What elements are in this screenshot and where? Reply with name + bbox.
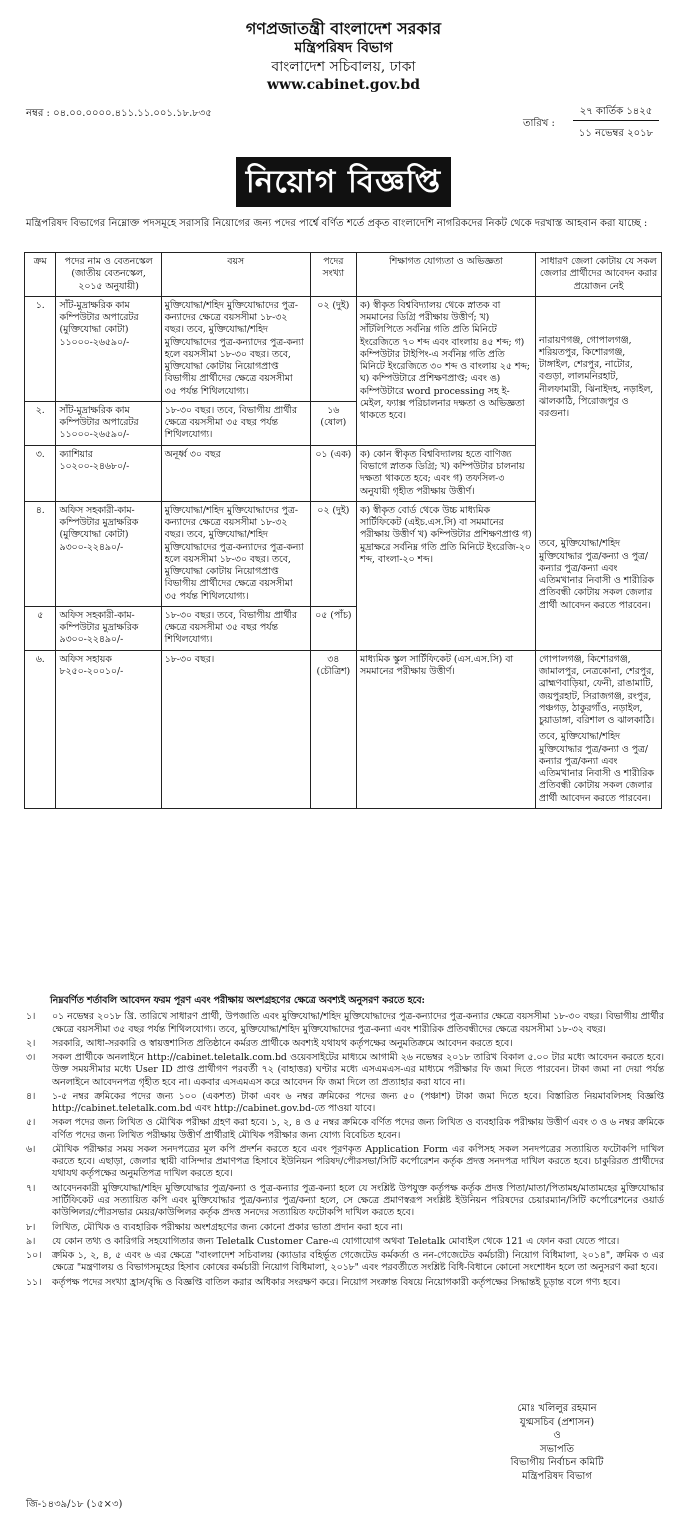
row-qualification: ক) স্বীকৃত বোর্ড থেকে উচ্চ মাধ্যমিক সার্টিফিকেট (এইচ.এস.সি) বা সমমানের পরীক্ষায় উত্তীর্ণ খ) কম্পিউটার প্রশিক্ষণপ্রাপ্ত গ) মুদ্রাক্ষরে সর্বনিম্ন গতি প্রতি মিনিটে ইংরেজি-২০ শব্দ, বাংলা-২০ শব্দ। xyxy=(356,501,535,650)
signatory-role: সভাপতি xyxy=(539,1443,575,1455)
notice-banner: নিয়োগ বিজ্ঞপ্তি xyxy=(236,157,451,207)
table-row xyxy=(25,650,662,808)
item-text: সকল পদের জন্য লিখিত ও মৌখিক পরীক্ষা গ্রহণ করা হবে। ১, ২, ৪ ও ৫ নম্বর ক্রমিকে বর্ণিত পদের জন্য লিখিত ও ব্যবহারিক পরীক্ষায় উত্তীর্ণ এবং ৩ ও ৬ নম্বর ক্রমিকে বর্ণিত পদের জন্য লিখিত পরীক্ষায় উত্তীর্ণ প্রার্থীরাই মৌখিক পরীক্ষার জন্য যোগ্য বিবেচিত হবেন। xyxy=(52,1117,664,1141)
row-count: ০২ (দুই) xyxy=(310,501,356,606)
item-number: ৯। xyxy=(26,1235,36,1247)
row-sl: ৫ xyxy=(25,606,56,650)
list-item xyxy=(24,1011,664,1036)
col-post: পদের নাম ও বেতনস্কেল (জাতীয় বেতনস্কেল, ২০১৫ অনুযায়ী) xyxy=(56,253,161,297)
item-number: ৪। xyxy=(26,1090,36,1102)
quota-cell-group1 xyxy=(536,296,662,650)
item-text: যে কোন তথ্য ও কারিগরি সহযোগিতার জন্য Teletalk Customer Care-এ যোগাযোগ অথবা Teletalk মোবাইল থেকে 121 এ ফোন করা যেতে পারে। xyxy=(52,1235,620,1247)
item-number: ২। xyxy=(26,1037,36,1049)
row-post: ক্যাশিয়ার ১০২০০-২৪৬৮০/- xyxy=(56,445,161,501)
item-number: ৫। xyxy=(26,1117,36,1129)
quota-note-group1: তবে, মুক্তিযোদ্ধা/শহিদ মুক্তিযোদ্ধার পুত্র/কন্যা ও পুত্র/কন্যার পুত্র/কন্যা এবং এতিমখানার নিবাসী ও শারীরিক প্রতিবন্ধী কোটায় সকল জেলার প্রার্থী আবেদন করতে পারবেন। xyxy=(539,538,654,611)
row-age: অনূর্ধ্ব ৩০ বছর xyxy=(161,445,310,501)
col-qualification: শিক্ষাগত যোগ্যতা ও অভিজ্ঞতা xyxy=(356,253,535,297)
row-count: ০২ (দুই) xyxy=(310,296,356,401)
row-post: সাঁট-মুদ্রাক্ষরিক কাম কম্পিউটার অপারেটর ১১০০০-২৬৫৯০/- xyxy=(56,401,161,445)
memo-reference-row xyxy=(0,95,687,151)
conditions-title: নিম্নবর্ণিত শর্তাবলি আবেদন ফরম পূরণ এবং পরীক্ষায় অংশগ্রহণের ক্ষেত্রে অবশ্যই অনুসরণ করতে হবে: xyxy=(50,995,425,1006)
item-text: ক্রমিক ১, ২, ৪, ৫ এবং ৬ এর ক্ষেত্রে "বাংলাদেশ সচিবালয় (ক্যাডার বহির্ভূত গেজেটেড কর্মকর্তা ও নন-গেজেটেড কর্মচারী) নিয়োগ বিধিমালা, ২০১৪", ক্রমিক ৩ এর ক্ষেত্রে "মন্ত্রণালয় ও বিভাগসমূহের হিসাব কোষের কর্মচারী নিয়োগ বিধিমালা, ২০১৮" এবং পরবর্তীতে সংশ্লিষ্ট বিধি-বিধানে কোনো সংশোধন হলে তা অনুসরণ করা হবে। xyxy=(52,1250,664,1274)
item-number: ৭। xyxy=(26,1182,36,1194)
govt-name: গণপ্রজাতন্ত্রী বাংলাদেশ সরকার xyxy=(245,19,442,38)
item-text: আবেদনকারী মুক্তিযোদ্ধা/শহিদ মুক্তিযোদ্ধার পুত্র/কন্যা ও পুত্র-কন্যার পুত্র-কন্যা হলে যে সংশ্লিষ্ট উপযুক্ত কর্তৃপক্ষ কর্তৃক প্রদত্ত পিতা/মাতা/পিতামহ/মাতামহের মুক্তিযোদ্ধার সার্টিফিকেট এর সত্যায়িত কপি এবং মুক্তিযোদ্ধার পুত্র/কন্যার পুত্র/কন্যা হলে, সে ক্ষেত্রে প্রমাণস্বরূপ সংশ্লিষ্ট ইউনিয়ন পরিষদের চেয়ারম্যান/সিটি কর্পোরেশনের ওয়ার্ড কাউন্সিলর/পৌরসভার মেয়র/কাউন্সিলর কর্তৃক প্রদত্ত সনদের সত্যায়িত ফটোকপি দাখিল করতে হবে। xyxy=(52,1182,664,1219)
signature-block xyxy=(467,1402,647,1483)
row-qualification: মাধ্যমিক স্কুল সার্টিফিকেট (এস.এস.সি) বা সমমানের পরীক্ষায় উত্তীর্ণ। xyxy=(356,650,535,808)
col-sl: ক্রম xyxy=(25,253,56,297)
item-text: সরকারি, আধা-সরকারি ও স্বায়ত্তশাসিত প্রতিষ্ঠানে কর্মরত প্রার্থীকে অবশ্যই যথাযথ কর্তৃপক্ষের অনুমতিক্রমে আবেদন করতে হবে। xyxy=(52,1037,513,1049)
quota-note-group2: তবে, মুক্তিযোদ্ধা/শহিদ মুক্তিযোদ্ধার পুত্র/কন্যা ও পুত্র/কন্যার পুত্র/কন্যা এবং এতিমখানার নিবাসী ও শারীরিক প্রতিবন্ধী কোটায় সকল জেলার প্রার্থী আবেদন করতে পারবেন। xyxy=(539,731,654,804)
item-number: ১। xyxy=(26,1011,36,1023)
table-row xyxy=(25,296,662,401)
posts-table xyxy=(24,252,662,809)
row-age: ১৮-৩০ বছর। xyxy=(161,650,310,808)
signatory-name: মোঃ খলিলুর রহমান xyxy=(517,1403,597,1414)
row-post: অফিস সহকারী-কাম-কম্পিউটার মুদ্রাক্ষরিক ৯৩০০-২২৪৯০/- xyxy=(56,606,161,650)
col-age: বয়স xyxy=(161,253,310,297)
item-text: ১-৫ নম্বর ক্রমিকের পদের জন্য ১০০ (একশত) টাকা এবং ৬ নম্বর ক্রমিকের পদের জন্য ৫০ (পঞ্চাশ) টাকা জমা দিতে হবে। বিস্তারিত নিয়মাবলিসহ বিজ্ঞপ্তি http://cabinet.teletalk.com.bd এবং http://cabinet.gov.bd-তে পাওয়া যাবে। xyxy=(52,1090,664,1115)
date-label: তারিখ : xyxy=(523,117,555,129)
list-item xyxy=(24,1277,664,1289)
memo-number: নম্বর : ০৪.০০.০০০০.৪১১.১১.০০১.১৮.৮৩৫ xyxy=(26,107,212,119)
col-count: পদের সংখ্যা xyxy=(310,253,356,297)
row-sl: ২. xyxy=(25,401,56,445)
item-text: সকল প্রার্থীকে অনলাইনে http://cabinet.teletalk.com.bd ওয়েবসাইটের মাধ্যমে আগামী ২৬ নভেম্বর ২০১৮ তারিখ বিকাল ৫.০০ টার মধ্যে আবেদন করতে হবে। উক্ত সময়সীমার মধ্যে User ID প্রাপ্ত প্রার্থীগণ পরবর্তী ৭২ (বাহাত্তর) ঘণ্টার মধ্যে এসএমএস-এর মাধ্যমে পরীক্ষার ফি জমা দিতে পারবেন। টাকা জমা না দেয়া পর্যন্ত অনলাইনে আবেদনপত্র গৃহীত হবে না। একবার এসএমএস করে আবেদন ফি জমা দিলে তা প্রত্যাহার করা যাবে না। xyxy=(52,1052,664,1088)
row-sl: ৪. xyxy=(25,501,56,606)
item-text: মৌখিক পরীক্ষার সময় সকল সনদপত্রের মূল কপি প্রদর্শন করতে হবে এবং পূরণকৃত Application Form এর কপিসহ সকল সনদপত্রের সত্যায়িত ফটোকপি দাখিল করতে হবে। এছাড়া, জেলার স্থায়ী বাসিন্দার প্রমাণপত্র হিসাবে ইউনিয়ন পরিষদ/পৌরসভা/সিটি কর্পোরেশন কর্তৃক প্রদত্ত সনদপত্র দাখিল করতে হবে। চাকুরিরত প্রার্থীদের যথাযথ কর্তৃপক্ষের অনুমতিপত্র দাখিল করতে হবে। xyxy=(52,1143,664,1180)
list-item xyxy=(24,1183,664,1220)
list-item xyxy=(24,1236,664,1248)
item-number: ৬। xyxy=(26,1143,36,1155)
row-count: ১৬ (ষোল) xyxy=(310,401,356,445)
print-code: জি-১৪৩৯/১৮ (১৫×৩) xyxy=(26,1499,123,1510)
date-bangla: ২৭ কার্তিক ১৪২৫ xyxy=(573,105,659,121)
row-count: ০৫ (পাঁচ) xyxy=(310,606,356,650)
row-sl: ৩. xyxy=(25,445,56,501)
row-age: ১৮-৩০ বছর। তবে, বিভাগীয় প্রার্থীর ক্ষেত্রে বয়সসীমা ৩৫ বছর পর্যন্ত শিথিলযোগ্য। xyxy=(161,606,310,650)
website-link[interactable]: www.cabinet.gov.bd xyxy=(266,77,421,94)
division-name: মন্ত্রিপরিষদ বিভাগ xyxy=(294,40,393,57)
signatory-committee: বিভাগীয় নির্বাচন কমিটি xyxy=(510,1457,604,1468)
list-item xyxy=(24,1038,664,1050)
list-item xyxy=(24,1222,664,1234)
row-count: ৩৪ (চৌত্রিশ) xyxy=(310,650,356,808)
date-english: ১১ নভেম্বর ২০১৮ xyxy=(578,127,654,139)
list-item xyxy=(24,1091,664,1116)
row-post: সাঁট-মুদ্রাক্ষরিক কাম কম্পিউটার অপারেটর (মুক্তিযোদ্ধা কোটা) ১১০০০-২৬৫৯০/- xyxy=(56,296,161,401)
item-text: লিখিত, মৌখিক ও ব্যবহারিক পরীক্ষায় অংশগ্রহণের জন্য কোনো প্রকার ভাতা প্রদান করা হবে না। xyxy=(52,1221,403,1233)
row-sl: ১. xyxy=(25,296,56,401)
quota-cell-group2 xyxy=(536,650,662,808)
intro-text: মন্ত্রিপরিষদ বিভাগের নিম্নোক্ত পদসমূহে সরাসরি নিয়োগের জন্য পদের পার্শ্বে বর্ণিত শর্তে প্রকৃত বাংলাদেশি নাগরিকদের নিকট থেকে দরখাস্ত আহবান করা যাচ্ছে : xyxy=(26,217,648,229)
signatory-office: মন্ত্রিপরিষদ বিভাগ xyxy=(522,1470,592,1482)
list-item xyxy=(24,1052,664,1089)
item-number: ৮। xyxy=(26,1221,36,1233)
col-quota: সাধারণ জেলা কোটায় যে সকল জেলার প্রার্থীদের আবেদন করার প্রয়োজন নেই xyxy=(536,253,662,297)
conditions-section xyxy=(24,995,664,1291)
signatory-designation: যুগ্মসচিব (প্রশাসন) xyxy=(519,1416,595,1428)
letterhead xyxy=(0,0,687,95)
list-item xyxy=(24,1250,664,1275)
item-number: ৩। xyxy=(26,1052,36,1064)
row-count: ০১ (এক) xyxy=(310,445,356,501)
row-post: অফিস সহকারী-কাম-কম্পিউটার মুদ্রাক্ষরিক (মুক্তিযোদ্ধা কোটা) ৯৩০০-২২৪৯০/- xyxy=(56,501,161,606)
row-qualification: ক) স্বীকৃত বিশ্ববিদ্যালয় থেকে স্নাতক বা সমমানের ডিগ্রি পরীক্ষায় উত্তীর্ণ; খ) সাঁটলিপিতে সর্বনিম্ন গতি প্রতি মিনিটে ইংরেজিতে ৭০ শব্দ এবং বাংলায় ৪৫ শব্দ; গ) কম্পিউটার টাইপিং-এ সর্বনিম্ন গতি প্রতি মিনিটে ইংরেজিতে ৩০ শব্দ ও বাংলায় ২৫ শব্দ; ঘ) কম্পিউটারে প্রশিক্ষণপ্রাপ্ত; এবং ঙ) কম্পিউটারে word processing সহ ই-মেইল, ফ্যাক্স পরিচালনার দক্ষতা ও অভিজ্ঞতা থাকতে হবে। xyxy=(356,296,535,445)
row-age: মুক্তিযোদ্ধা/শহিদ মুক্তিযোদ্ধাদের পুত্র-কন্যাদের ক্ষেত্রে বয়সসীমা ১৮-৩২ বছর। তবে, মুক্তিযোদ্ধা/শহিদ মুক্তিযোদ্ধাদের পুত্র-কন্যাদের পুত্র-কন্যা হলে বয়সসীমা ১৮-৩০ বছর। তবে, মুক্তিযোদ্ধা কোটায় নিয়োগপ্রাপ্ত বিভাগীয় প্রার্থীদের ক্ষেত্রে বয়সসীমা ৩৫ পর্যন্ত শিথিলযোগ্য। xyxy=(161,501,310,606)
row-sl: ৬. xyxy=(25,650,56,808)
quota-districts-group2: গোপালগঞ্জ, কিশোরগঞ্জ, জামালপুর, নেত্রকোনা, শেরপুর, ব্রাহ্মণবাড়িয়া, ফেনী, রাঙামাটি, জয়পুরহাট, সিরাজগঞ্জ, রংপুর, পঞ্চগড়, ঠাকুরগাঁও, নড়াইল, চুয়াডাঙ্গা, বরিশাল ও ঝালকাঠি। xyxy=(539,653,655,727)
item-number: ১০। xyxy=(26,1250,42,1262)
item-text: কর্তৃপক্ষ পদের সংখ্যা হ্রাস/বৃদ্ধি ও বিজ্ঞপ্তি বাতিল করার অধিকার সংরক্ষণ করে। নিয়োগ সংক্রান্ত বিষয়ে নিয়োগকারী কর্তৃপক্ষের সিদ্ধান্তই চূড়ান্ত বলে গণ্য হবে। xyxy=(52,1276,621,1288)
list-item xyxy=(24,1144,664,1181)
item-number: ১১। xyxy=(26,1276,42,1288)
signatory-and: ও xyxy=(553,1430,561,1441)
row-qualification: ক) কোন স্বীকৃত বিশ্ববিদ্যালয় হতে বাণিজ্য বিভাগে স্নাতক ডিগ্রি; খ) কম্পিউটার চালনায় দক্ষতা থাকতে হবে; এবং গ) তফসিল-৩ অনুযায়ী গৃহীত পরীক্ষায় উত্তীর্ণ। xyxy=(356,445,535,501)
office-address: বাংলাদেশ সচিবালয়, ঢাকা xyxy=(271,58,416,75)
item-text: ০১ নভেম্বর ২০১৮ খ্রি. তারিখে সাধারণ প্রার্থী, উপজাতি এবং মুক্তিযোদ্ধা/শহিদ মুক্তিযোদ্ধাদের পুত্র-কন্যাদের পুত্র-কন্যার ক্ষেত্রে বয়সসীমা ১৮-৩০ বছর। বিভাগীয় প্রার্থীর ক্ষেত্রে বয়সসীমা ৩৫ বছর পর্যন্ত শিথিলযোগ্য। তবে, মুক্তিযোদ্ধা/শহিদ মুক্তিযোদ্ধাদের পুত্র-কন্যা এবং শারীরিক প্রতিবন্ধীদের ক্ষেত্রে বয়সসীমা ১৮-৩২ বছর। xyxy=(52,1011,664,1035)
row-age: মুক্তিযোদ্ধা/শহিদ মুক্তিযোদ্ধাদের পুত্র-কন্যাদের ক্ষেত্রে বয়সসীমা ১৮-৩২ বছর। তবে, মুক্তিযোদ্ধা/শহিদ মুক্তিযোদ্ধাদের পুত্র-কন্যাদের পুত্র-কন্যা হলে বয়সসীমা ১৮-৩০ বছর। তবে, মুক্তিযোদ্ধা কোটায় নিয়োগপ্রাপ্ত বিভাগীয় প্রার্থীদের ক্ষেত্রে বয়সসীমা ৩৫ পর্যন্ত শিথিলযোগ্য। xyxy=(161,296,310,401)
list-item xyxy=(24,1117,664,1142)
quota-districts-group1: নারায়ণগঞ্জ, গোপালগঞ্জ, শরিয়তপুর, কিশোরগঞ্জ, টাঙ্গাইল, শেরপুর, নাটোর, বগুড়া, লালমনিরহাট, নীলফামারী, ঝিনাইদহ, নড়াইল, ঝালকাঠি, পিরোজপুর ও বরগুনা। xyxy=(539,334,654,420)
table-header-row xyxy=(25,253,662,297)
row-post: অফিস সহায়ক ৮২৫০-২০০১০/- xyxy=(56,650,161,808)
row-age: ১৮-৩০ বছর। তবে, বিভাগীয় প্রার্থীর ক্ষেত্রে বয়সসীমা ৩৫ বছর পর্যন্ত শিথিলযোগ্য। xyxy=(161,401,310,445)
